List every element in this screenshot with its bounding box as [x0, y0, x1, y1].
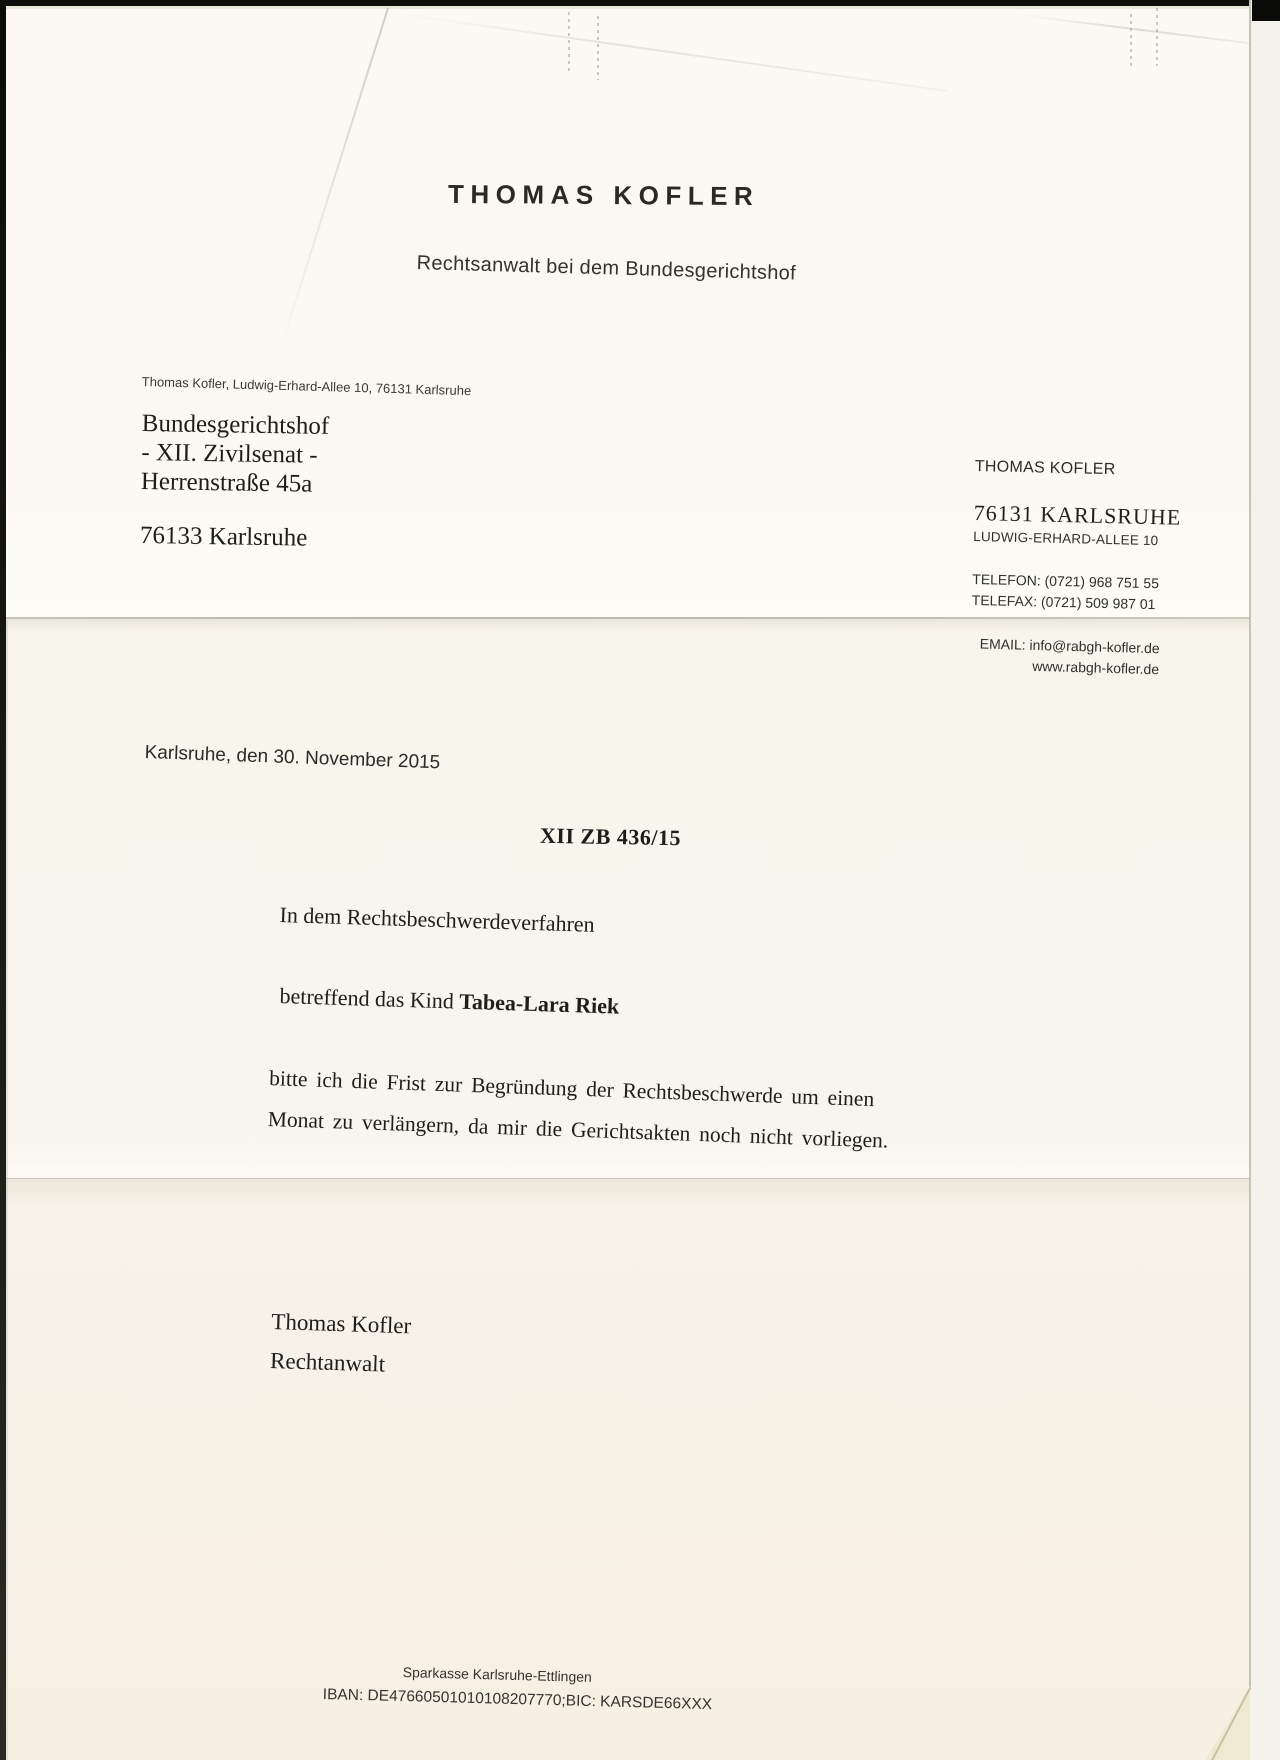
contact-email: EMAIL: info@rabgh-kofler.de: [979, 635, 1160, 657]
contact-website: www.rabgh-kofler.de: [1032, 657, 1160, 678]
recipient-line-3: Herrenstraße 45a: [140, 467, 313, 498]
recipient-line-2: - XII. Zivilsenat -: [141, 438, 318, 469]
sender-return-address: Thomas Kofler, Ludwig-Erhard-Allee 10, 76131 Karlsruhe: [141, 374, 472, 399]
letterhead-name: THOMAS KOFLER: [447, 178, 760, 212]
staple-mark: [1156, 8, 1158, 66]
body-regarding-prefix: betreffend das Kind: [279, 983, 460, 1014]
fold-line-upper-shadow: [6, 619, 1250, 633]
scan-edge-top-highlight: [0, 6, 1280, 9]
scan-corner-top-right: [1252, 0, 1280, 21]
staple-mark: [1130, 14, 1132, 68]
contact-postal-city: 76131 KARLSRUHE: [973, 499, 1182, 530]
footer-bank-name: Sparkasse Karlsruhe-Ettlingen: [402, 1664, 593, 1685]
body-request-line-2: Monat zu verlängern, da mir die Gerichtsakten noch nicht vorliegen.: [267, 1106, 889, 1153]
case-number: XII ZB 436/15: [539, 822, 682, 851]
staple-mark: [568, 12, 570, 74]
contact-phone-fax: [972, 569, 1180, 616]
scan-strip-right: [1250, 0, 1280, 1760]
dateline: Karlsruhe, den 30. November 2015: [144, 742, 441, 774]
recipient-line-1: Bundesgerichtshof: [141, 409, 330, 440]
body-regarding-child-name: Tabea-Lara Riek: [458, 988, 620, 1019]
contact-fax: TELEFAX: (0721) 509 987 01: [971, 591, 1156, 613]
recipient-city: 76133 Karlsruhe: [139, 521, 308, 552]
fold-line-lower-shadow: [6, 1179, 1250, 1205]
signature-block: [270, 1302, 412, 1384]
signature-title: Rechtanwalt: [269, 1347, 386, 1377]
staple-mark: [597, 16, 599, 80]
paper-edge-right: [1249, 0, 1251, 1690]
letterhead-subtitle: Rechtsanwalt bei dem Bundesgerichtshof: [416, 252, 797, 285]
body-intro: In dem Rechtsbeschwerdeverfahren: [279, 902, 596, 937]
contact-email-block: [959, 633, 1160, 680]
contact-block: [972, 458, 1183, 616]
contact-phone: TELEFON: (0721) 968 751 55: [972, 570, 1160, 592]
contact-name: THOMAS KOFLER: [974, 458, 1116, 479]
contact-street: LUDWIG-ERHARD-ALLEE 10: [973, 528, 1159, 549]
recipient-address: [140, 409, 330, 553]
footer-iban-bic: IBAN: DE47660501010108207770;BIC: KARSDE66XXX: [322, 1686, 713, 1714]
body-request-line-1: bitte ich die Frist zur Begründung der Rechtsbeschwerde um einen: [268, 1065, 875, 1112]
signature-name: Thomas Kofler: [270, 1308, 412, 1339]
